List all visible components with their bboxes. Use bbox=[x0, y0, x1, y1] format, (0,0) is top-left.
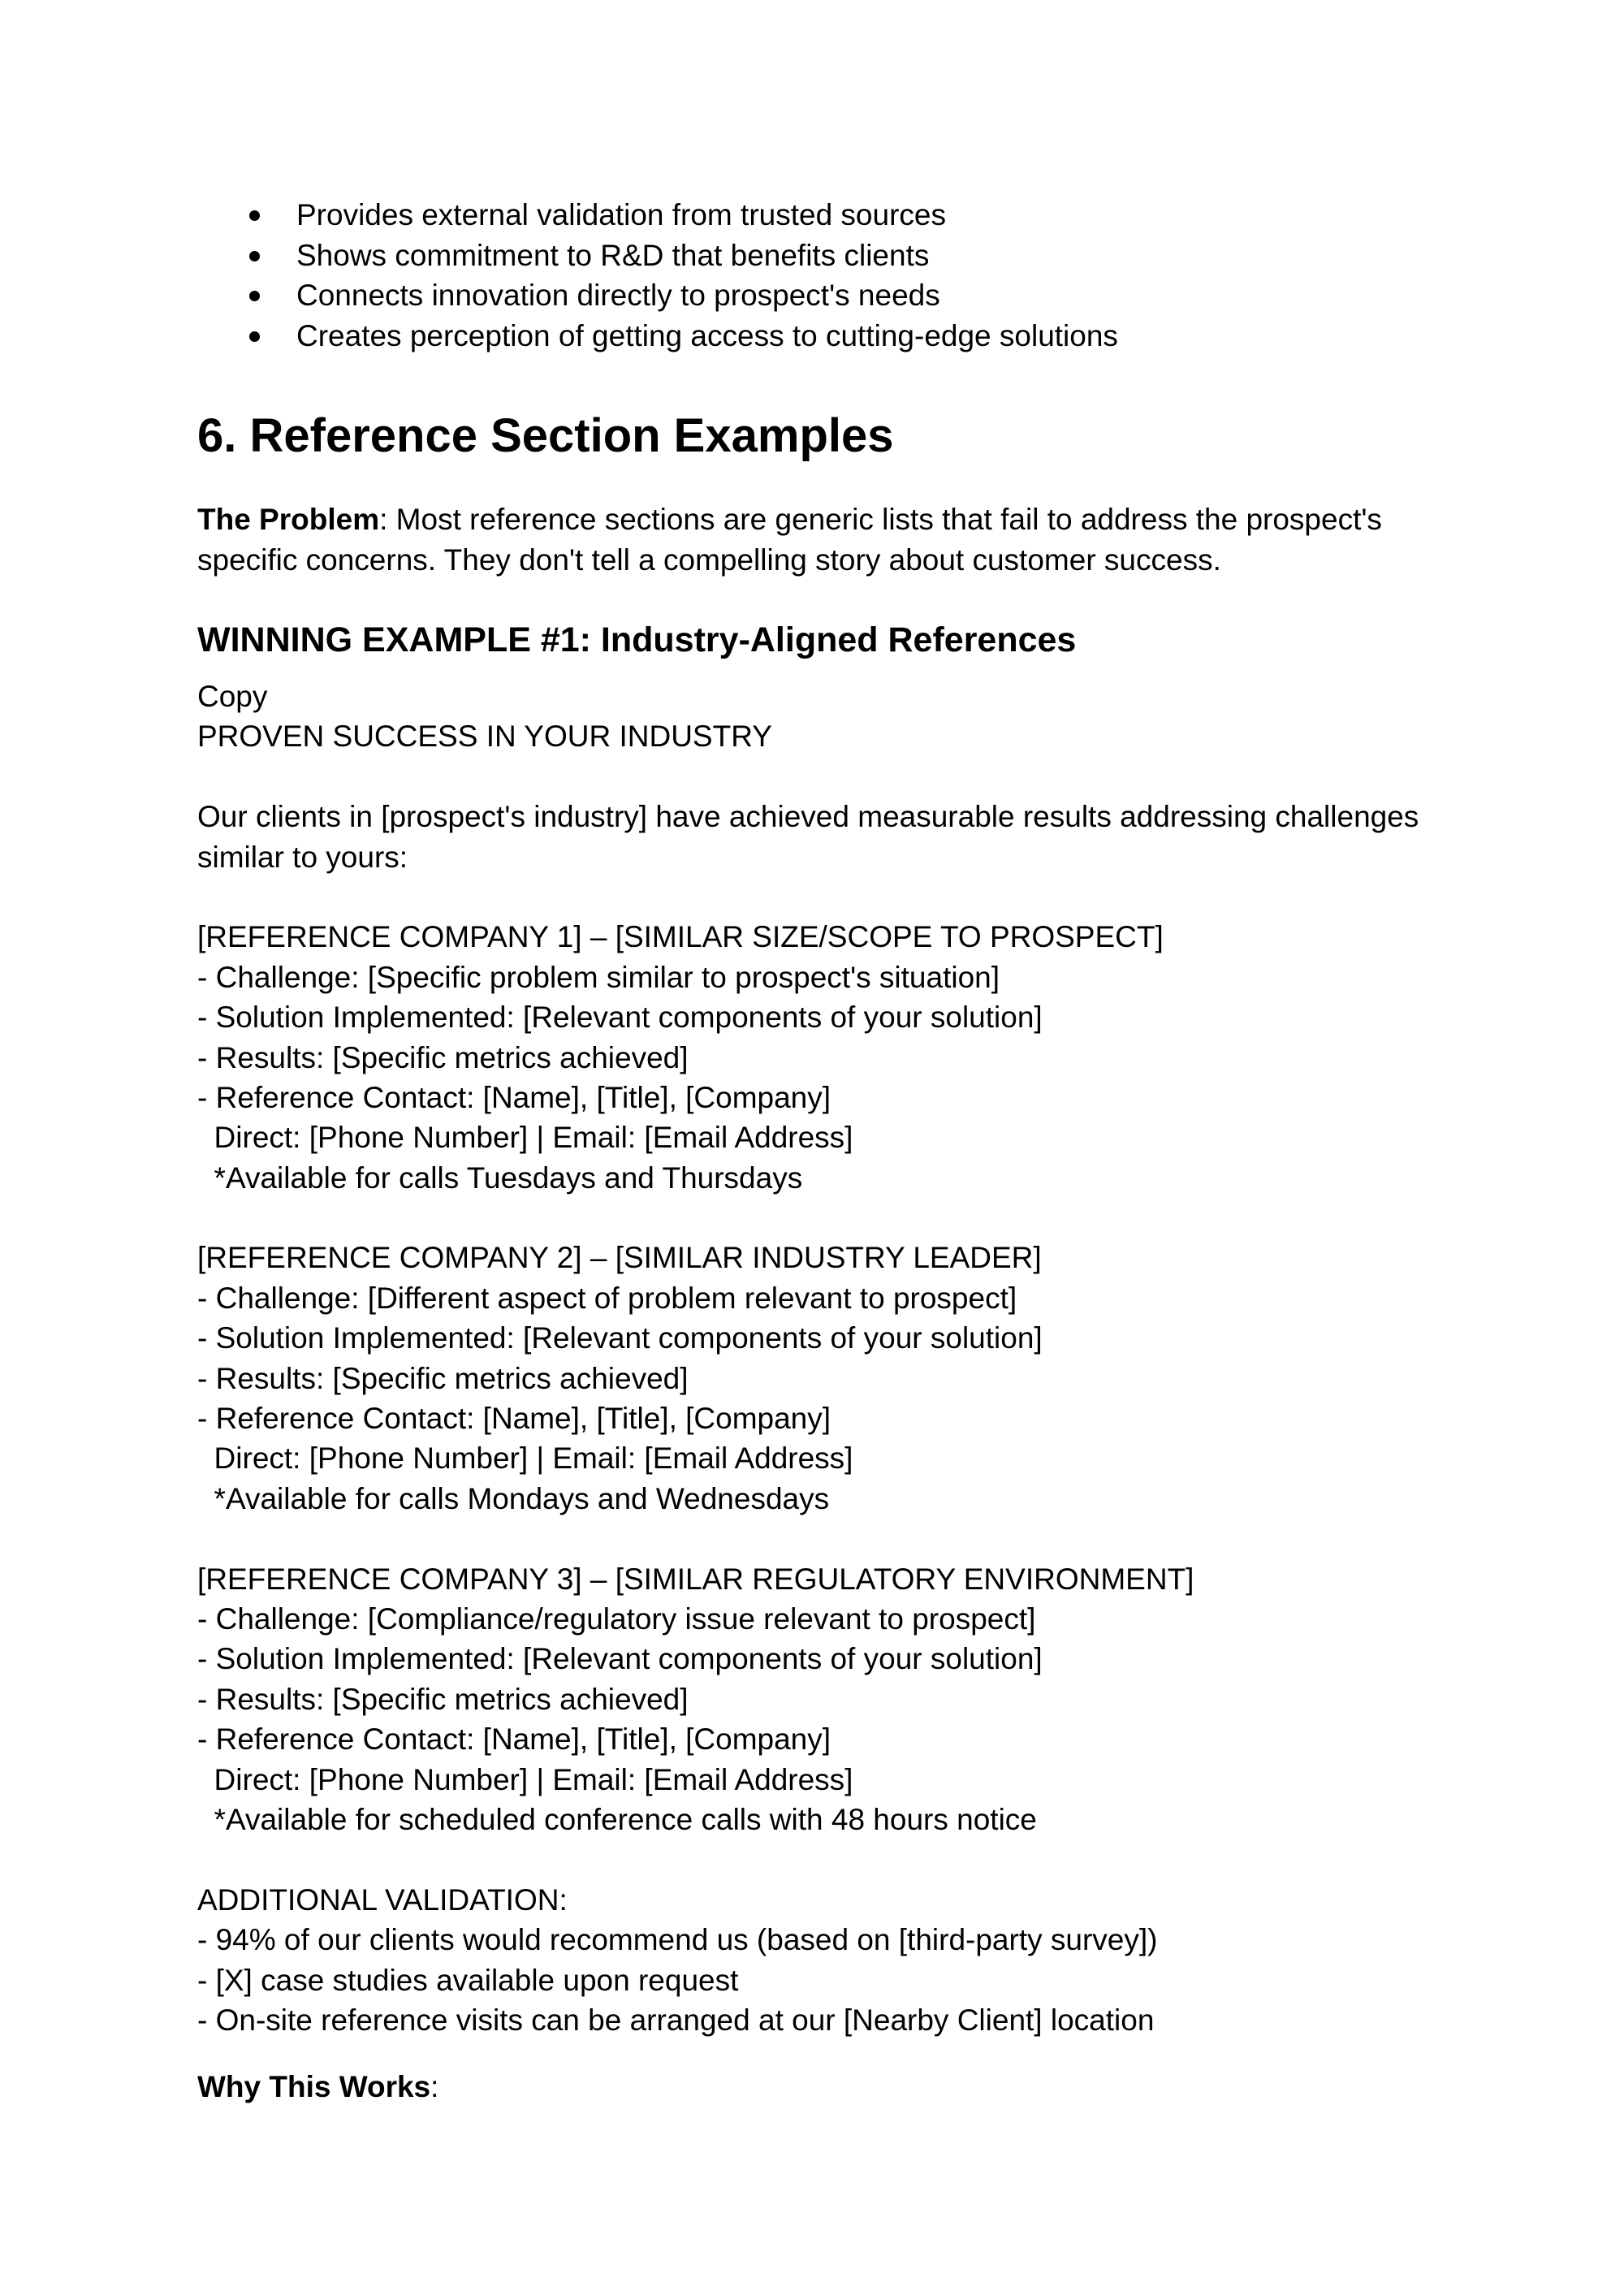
code-line: Copy bbox=[197, 680, 268, 713]
code-line: - On-site reference visits can be arranged at our [Nearby Client] location bbox=[197, 2003, 1155, 2037]
bullet-item bbox=[197, 195, 1118, 236]
problem-paragraph bbox=[197, 499, 1464, 580]
code-line: - Results: [Specific metrics achieved] bbox=[197, 1682, 689, 1716]
code-line: - Solution Implemented: [Relevant components of your solution] bbox=[197, 1321, 1043, 1355]
section-heading: 6. Reference Section Examples bbox=[197, 409, 894, 462]
bullet-item bbox=[197, 275, 1118, 316]
code-line: *Available for calls Tuesdays and Thursdays bbox=[197, 1160, 803, 1195]
code-line: - Reference Contact: [Name], [Title], [Company] bbox=[197, 1402, 831, 1436]
code-line: similar to yours: bbox=[197, 840, 408, 874]
why-label: Why This Works bbox=[197, 2070, 431, 2103]
why-suffix: : bbox=[430, 2070, 439, 2103]
why-this-works-paragraph bbox=[197, 2067, 438, 2107]
reference-template-block bbox=[197, 676, 1497, 2040]
code-line: - Challenge: [Compliance/regulatory issue relevant to prospect] bbox=[197, 1601, 1036, 1636]
code-line: *Available for scheduled conference calls with 48 hours notice bbox=[197, 1802, 1037, 1836]
code-line: - 94% of our clients would recommend us (based on [third-party survey]) bbox=[197, 1923, 1158, 1957]
benefits-bullet-list bbox=[197, 195, 1118, 356]
code-line: ADDITIONAL VALIDATION: bbox=[197, 1882, 568, 1917]
bullet-dot-icon bbox=[249, 210, 260, 221]
code-line: Direct: [Phone Number] | Email: [Email Address] bbox=[197, 1121, 853, 1155]
bullet-text: Creates perception of getting access to cutting-edge solutions bbox=[296, 318, 1118, 352]
code-line: [REFERENCE COMPANY 3] – [SIMILAR REGULATORY ENVIRONMENT] bbox=[197, 1562, 1194, 1596]
code-line: PROVEN SUCCESS IN YOUR INDUSTRY bbox=[197, 720, 772, 754]
bullet-text: Provides external validation from trusted sources bbox=[296, 198, 946, 231]
code-line: Direct: [Phone Number] | Email: [Email Address] bbox=[197, 1762, 853, 1796]
code-line bbox=[197, 757, 1497, 797]
code-line: Direct: [Phone Number] | Email: [Email Address] bbox=[197, 1441, 853, 1476]
code-line: - Reference Contact: [Name], [Title], [Company] bbox=[197, 1080, 831, 1114]
bullet-text: Shows commitment to R&D that benefits clients bbox=[296, 238, 930, 272]
code-line: *Available for calls Mondays and Wednesdays bbox=[197, 1481, 830, 1515]
code-line: - Results: [Specific metrics achieved] bbox=[197, 1040, 689, 1074]
problem-label: The Problem bbox=[197, 503, 380, 536]
code-line: [REFERENCE COMPANY 2] – [SIMILAR INDUSTRY LEADER] bbox=[197, 1241, 1042, 1275]
code-line: - Solution Implemented: [Relevant components of your solution] bbox=[197, 1642, 1043, 1676]
bullet-dot-icon bbox=[249, 251, 260, 261]
code-line: - Reference Contact: [Name], [Title], [Company] bbox=[197, 1722, 831, 1757]
example-heading: WINNING EXAMPLE #1: Industry-Aligned References bbox=[197, 620, 1077, 659]
bullet-item bbox=[197, 316, 1118, 357]
bullet-text: Connects innovation directly to prospect's needs bbox=[296, 279, 940, 312]
problem-text: : Most reference sections are generic lists that fail to address the prospect's specific concerns. They don't tell a compelling story about customer success. bbox=[197, 503, 1382, 577]
bullet-dot-icon bbox=[249, 291, 260, 301]
code-line bbox=[197, 1519, 1497, 1558]
code-line: Our clients in [prospect's industry] have achieved measurable results addressing challenges bbox=[197, 800, 1419, 834]
bullet-item bbox=[197, 236, 1118, 276]
code-line: - Results: [Specific metrics achieved] bbox=[197, 1361, 689, 1395]
code-line: - [X] case studies available upon request bbox=[197, 1963, 739, 1997]
bullet-dot-icon bbox=[249, 331, 260, 342]
code-line: - Challenge: [Specific problem similar to prospect's situation] bbox=[197, 960, 1000, 994]
code-line: - Challenge: [Different aspect of problem relevant to prospect] bbox=[197, 1281, 1017, 1315]
code-line: [REFERENCE COMPANY 1] – [SIMILAR SIZE/SCOPE TO PROSPECT] bbox=[197, 920, 1164, 954]
code-line bbox=[197, 1198, 1497, 1238]
code-line bbox=[197, 1839, 1497, 1879]
code-line bbox=[197, 877, 1497, 917]
code-line: - Solution Implemented: [Relevant components of your solution] bbox=[197, 1001, 1043, 1035]
